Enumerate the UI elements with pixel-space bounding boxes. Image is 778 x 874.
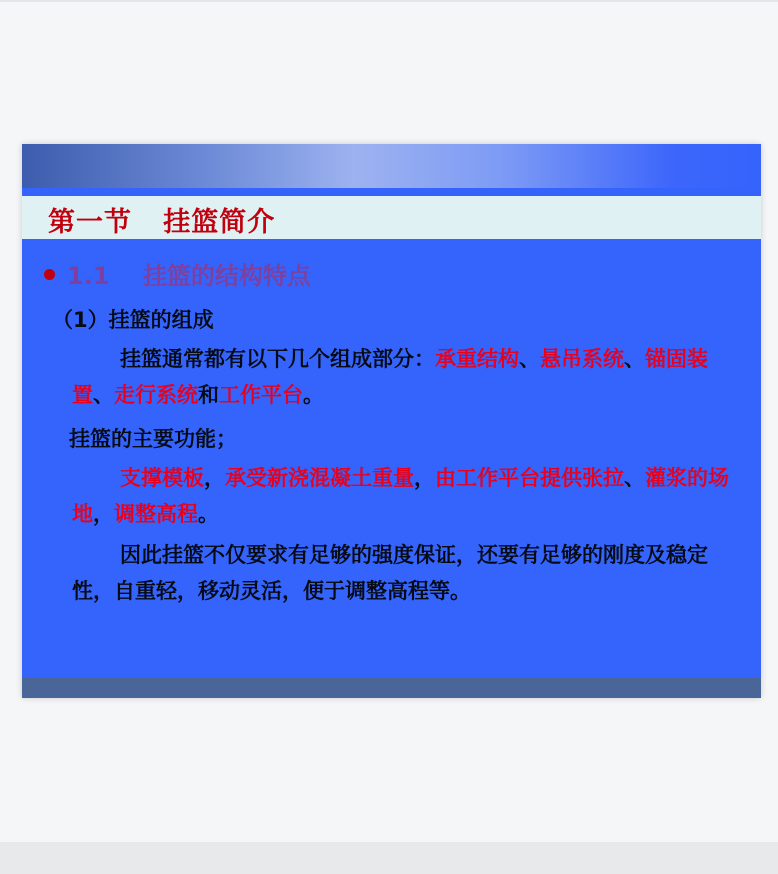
separator: ， — [204, 466, 225, 490]
highlight-term: 工作平台 — [219, 383, 303, 407]
section-heading-text: 1.1 挂篮的结构特点 — [67, 262, 311, 290]
viewer-top-border — [0, 0, 778, 2]
paragraph-requirements-text: 因此挂篮不仅要求有足够的强度保证，还要有足够的刚度及稳定性，自重轻，移动灵活，便于调整高程等。 — [72, 543, 708, 603]
separator: 、 — [93, 383, 114, 407]
paragraph-functions — [72, 460, 744, 532]
paragraph-lead: 挂篮通常都有以下几个组成部分： — [120, 347, 435, 371]
paragraph-functions-heading: 挂篮的主要功能； — [69, 427, 237, 451]
slide-header-gradient-bar — [22, 144, 761, 188]
period: 。 — [198, 502, 219, 526]
highlight-term: 调整高程 — [114, 502, 198, 526]
period: 。 — [303, 383, 324, 407]
paragraph-components — [72, 341, 744, 413]
title-band — [22, 196, 761, 239]
paragraph-requirements — [72, 537, 744, 609]
slide-title: 第一节 挂篮简介 — [48, 207, 276, 238]
highlight-term: 由工作平台提供张拉 — [435, 466, 624, 490]
presentation-slide — [22, 144, 761, 698]
bullet-dot-icon — [44, 269, 55, 280]
separator: ， — [93, 502, 114, 526]
separator: 、 — [624, 466, 645, 490]
separator: 、 — [624, 347, 645, 371]
subheading: （1）挂篮的组成 — [52, 308, 214, 332]
highlight-term: 支撑模板 — [120, 466, 204, 490]
viewer-bottom-bar — [0, 842, 778, 874]
highlight-term: 走行系统 — [114, 383, 198, 407]
highlight-term: 锚固装置 — [72, 347, 708, 407]
highlight-term: 承重结构 — [435, 347, 519, 371]
separator: 、 — [519, 347, 540, 371]
highlight-term: 悬吊系统 — [540, 347, 624, 371]
section-heading — [44, 256, 311, 291]
separator: ， — [414, 466, 435, 490]
highlight-term: 灌浆的场地 — [72, 466, 729, 526]
highlight-term: 承受新浇混凝土重量 — [225, 466, 414, 490]
conjunction: 和 — [198, 383, 219, 407]
slide-footer-bar — [22, 678, 761, 698]
